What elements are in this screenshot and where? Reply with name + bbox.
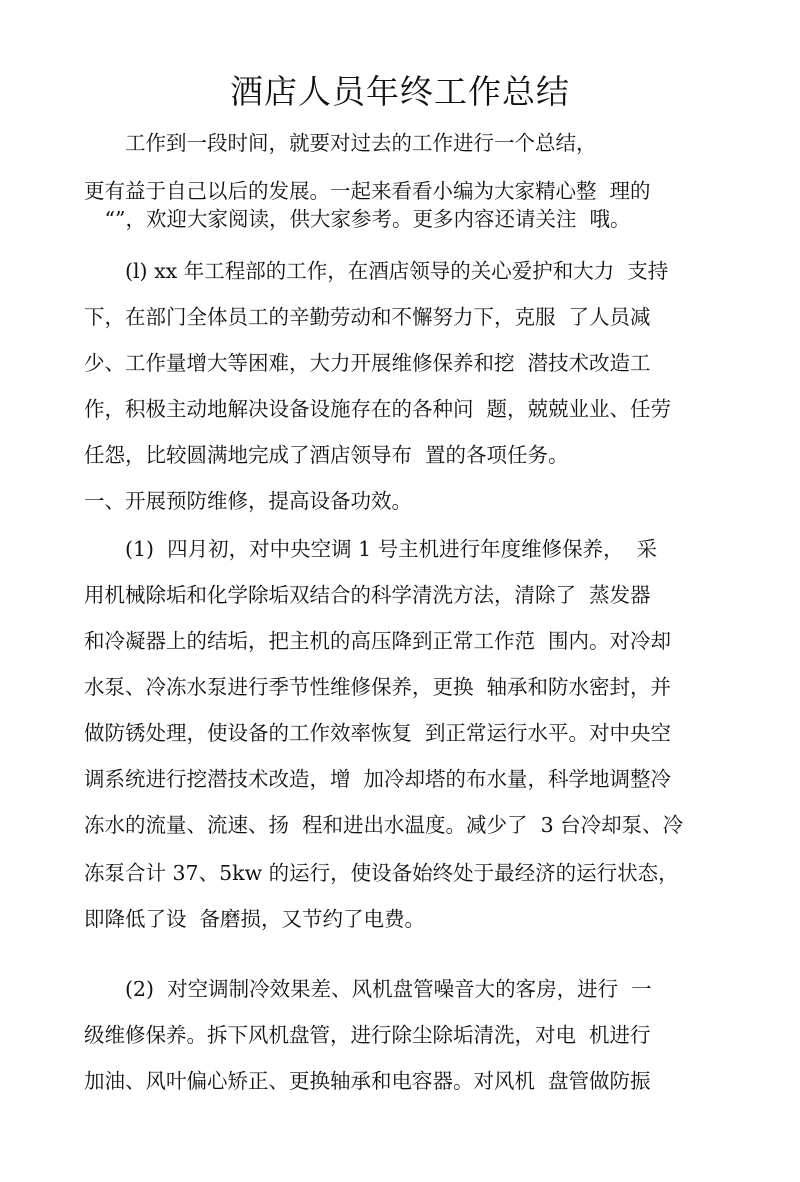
paragraph-line: “”，欢迎大家阅读，供大家参考。更多内容还请关注 哦。 (84, 207, 631, 231)
paragraph-line: (1) 四月初，对中央空调 1 号主机进行年度维修保养， 采 (84, 537, 658, 561)
paragraph-line: 少、工作量增大等困难，大力开展维修保养和挖 潜技术改造工 (84, 351, 651, 375)
paragraph-line: (2) 对空调制冷效果差、风机盘管噪音大的客房，进行 一 (84, 977, 652, 1001)
paragraph-line: 作，积极主动地解决设备设施存在的各种问 题，兢兢业业、任劳 (84, 397, 672, 421)
paragraph-line: 工作到一段时间，就要对过去的工作进行一个总结， (84, 131, 597, 155)
paragraph-line: 下，在部门全体员工的辛勤劳动和不懈努力下，克服 了人员减 (84, 305, 651, 329)
paragraph-line: 更有益于自己以后的发展。一起来看看小编为大家精心整 理的 (84, 179, 651, 203)
paragraph-line: 水泵、冷冻水泵进行季节性维修保养，更换 轴承和防水密封，并 (84, 675, 672, 699)
paragraph-line: 冻水的流量、流速、扬 程和进出水温度。减少了 3 台冷却泵、冷 (84, 813, 684, 837)
section-heading: 一、开展预防维修，提高设备功效。 (84, 489, 412, 513)
paragraph-line: 加油、风叶偏心矫正、更换轴承和电容器。对风机 盘管做防振 (84, 1069, 651, 1093)
page-title: 酒店人员年终工作总结 (230, 72, 570, 111)
paragraph-line: 做防锈处理，使设备的工作效率恢复 到正常运行水平。对中央空 (84, 721, 672, 745)
paragraph-line: 级维修保养。拆下风机盘管，进行除尘除垢清洗，对电 机进行 (84, 1023, 651, 1047)
paragraph-line: 和冷凝器上的结垢，把主机的高压降到正常工作范 围内。对冷却 (84, 629, 672, 653)
paragraph-line: 任怨，比较圆满地完成了酒店领导布 置的各项任务。 (84, 443, 569, 467)
paragraph-line: 冻泵合计 37、5kw 的运行，使设备始终处于最经济的运行状态， (84, 861, 679, 885)
paragraph-line: (l) xx 年工程部的工作，在酒店领导的关心爱护和大力 支持 (84, 259, 669, 283)
paragraph-line: 调系统进行挖潜技术改造，增 加冷却塔的布水量，科学地调整冷 (84, 767, 672, 791)
paragraph-line: 用机械除垢和化学除垢双结合的科学清洗方法，清除了 蒸发器 (84, 583, 651, 607)
paragraph-line: 即降低了设 备磨损，又节约了电费。 (84, 907, 426, 931)
